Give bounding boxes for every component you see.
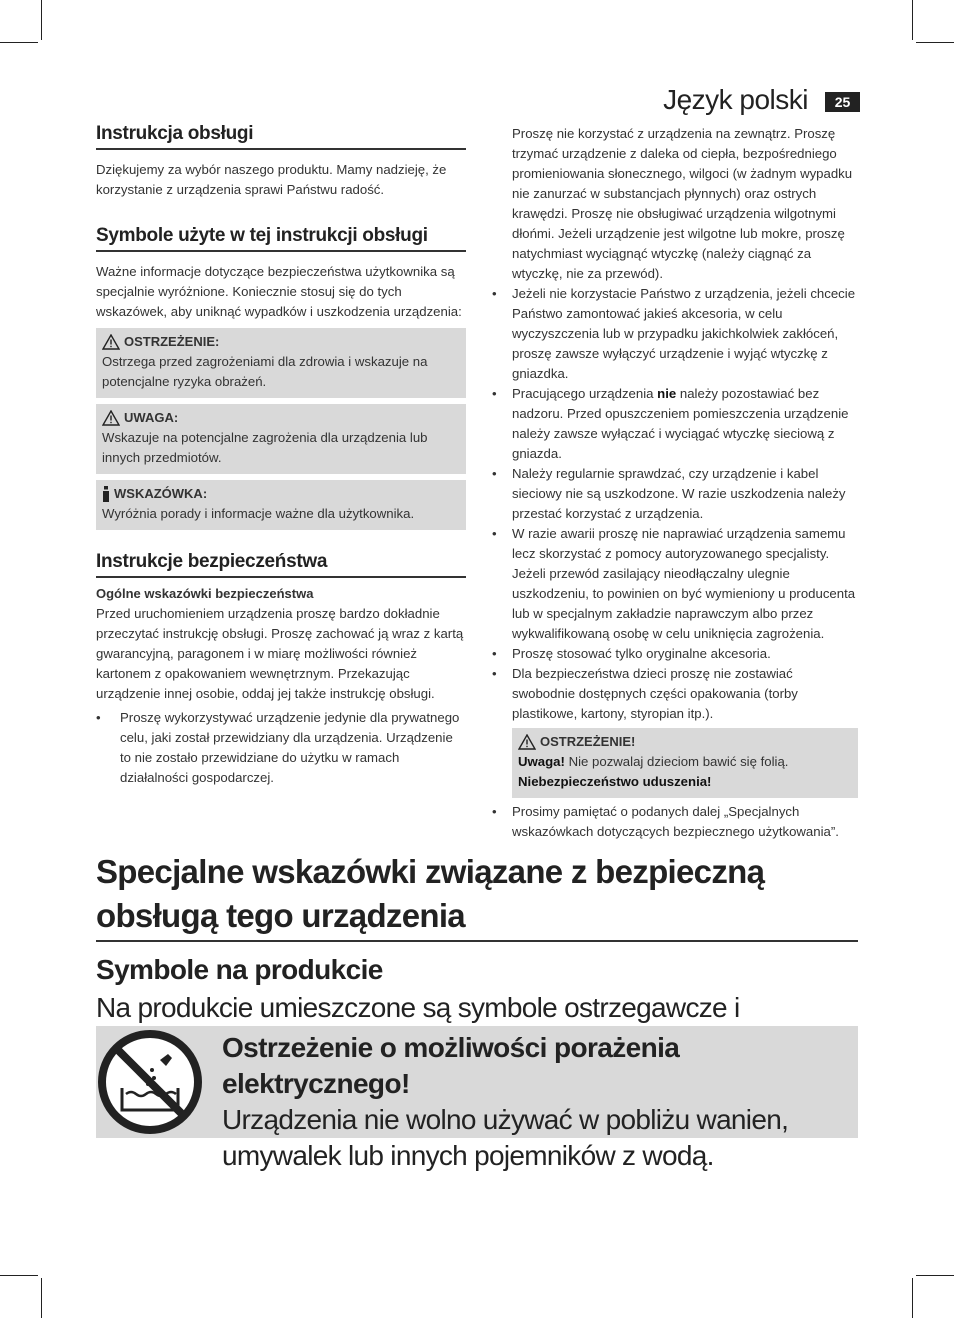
- warning-triangle-icon: [518, 734, 536, 750]
- list-item: • Należy regularnie sprawdzać, czy urządzenie i kabel sieciowy nie są uszkodzone. W razie uszkodzenia należy przestać korzystać z urządzenia.: [492, 464, 858, 524]
- box-bold: Niebezpieczeństwo uduszenia!: [518, 774, 712, 789]
- section-title: Instrukcja obsługi: [96, 124, 466, 150]
- band-title: Ostrzeżenie o możliwości porażenia elektrycznego!: [222, 1032, 680, 1099]
- list-text: Pracującego urządzenia: [512, 386, 658, 401]
- list-item: • Dla bezpieczeństwa dzieci proszę nie zostawiać swobodnie dostępnych części opakowania (torby plastikowe, kartony, styropian itp.).: [492, 664, 858, 724]
- note-box: [96, 480, 466, 530]
- right-column: [492, 124, 858, 842]
- list-text: należy pozostawiać bez nadzoru. Przed opuszczeniem pomieszczenia urządzenie należy zawsze wyłączać i wyciągać wtyczkę sieciową z gniazda.: [512, 386, 849, 461]
- left-column: [96, 124, 466, 788]
- box-title: OSTRZEŻENIE!: [540, 734, 636, 749]
- electric-shock-warning: [96, 1026, 858, 1171]
- list-item: [492, 384, 858, 464]
- caution-box: [96, 404, 466, 474]
- crop-mark: [0, 42, 38, 43]
- section-title: Symbole użyte w tej instrukcji obsługi: [96, 226, 466, 252]
- paragraph: Proszę nie korzystać z urządzenia na zewnątrz. Proszę trzymać urządzenie z daleka od ciepła, bezpośredniego promieniowania słonecznego, wilgoci (w żadnym wypadku nie zanurzać w substancjach płynnych) oraz ostrych krawędzi. Proszę nie obsługiwać urządzenia wilgotnymi dłońmi. Jeżeli urządzenie jest wilgotne lub mokre, proszę natychmiast wyciągnąć wtyczkę (należy ciągnąć za wtyczkę, nie za przewód).: [512, 126, 853, 281]
- box-text-part: Nie pozwalaj dzieciom bawić się folią.: [564, 754, 789, 769]
- subsection-title: Ogólne wskazówki bezpieczeństwa: [96, 586, 314, 601]
- box-bold: Uwaga!: [518, 754, 565, 769]
- page-number: 25: [825, 92, 860, 112]
- bullet-list: [492, 284, 858, 724]
- crop-mark: [41, 1278, 42, 1318]
- crop-mark: [912, 0, 913, 40]
- crop-mark: [0, 1275, 38, 1276]
- list-bold: nie: [657, 386, 677, 401]
- subheading: Symbole na produkcie: [96, 954, 383, 985]
- bullet-list: [96, 708, 466, 788]
- crop-mark: [912, 1278, 913, 1318]
- list-item: • Proszę stosować tylko oryginalne akcesoria.: [492, 644, 858, 664]
- crop-mark: [916, 1275, 954, 1276]
- box-text: [518, 752, 852, 792]
- paragraph: Przed uruchomieniem urządzenia proszę bardzo dokładnie przeczytać instrukcję obsługi. Proszę zachować ją wraz z kartą gwarancyjną, paragonem i w miarę możliwości również kartonem z opakowaniem wewnętrznym. Przekazując urządzenie innej osobie, oddaj jej także instrukcję obsługi.: [96, 606, 464, 701]
- box-title: WSKAZÓWKA:: [114, 486, 208, 501]
- warning-box: [96, 328, 466, 398]
- section-title: Instrukcje bezpieczeństwa: [96, 552, 466, 578]
- main-heading: Specjalne wskazówki związane z bezpieczną obsługą tego urządzenia: [96, 850, 858, 942]
- bullet-list: [492, 802, 858, 842]
- box-text: Wskazuje na potencjalne zagrożenia dla urządzenia lub innych przedmiotów.: [102, 430, 428, 465]
- lead-text: Na produkcie umieszczone są symbole ostrzegawcze i: [96, 992, 740, 1023]
- paragraph: Ważne informacje dotyczące bezpieczeństwa użytkownika są specjalnie wyróżnione. Koniecznie stosuj się do tych wskazówek, aby uniknąć wypadków i uszkodzenia urządzenia:: [96, 264, 462, 319]
- info-icon: [102, 486, 110, 502]
- warning-triangle-icon: [102, 410, 120, 426]
- band-text: [222, 1030, 858, 1174]
- warning-triangle-icon: [102, 334, 120, 350]
- list-item: • Proszę wykorzystywać urządzenie jedynie dla prywatnego celu, jaki został przewidziany dla urządzenia. Urządzenie to nie zostało przewidziane do użytku w ramach działalności gospodarczej.: [96, 708, 466, 788]
- list-item: • W razie awarii proszę nie naprawiać urządzenia samemu lecz skorzystać z pomocy autoryzowanego specjalisty. Jeżeli przewód zasilający nieodłączalny ulegnie uszkodzeniu, to powinien on być wymieniony u producenta lub w specjalnym zakładzie naprawczym albo przez wykwalifikowaną osobę w celu uniknięcia zagrożenia.: [492, 524, 858, 644]
- band-description: Urządzenia nie wolno używać w pobliżu wanien, umywalek lub innych pojemników z wodą.: [222, 1104, 789, 1171]
- page-header: [660, 84, 860, 124]
- list-item: • Jeżeli nie korzystacie Państwo z urządzenia, jeżeli chcecie Państwo zamontować jakieś akcesoria, w celu wyczyszczenia lub w przypadku jakichkolwiek zakłóceń, proszę zawsze wyłączyć urządzenie i wyjąć wtyczkę z gniazdka.: [492, 284, 858, 384]
- box-title: OSTRZEŻENIE:: [124, 334, 220, 349]
- crop-mark: [916, 42, 954, 43]
- language-title: Język polski: [663, 84, 808, 115]
- list-item: • Prosimy pamiętać o podanych dalej „Specjalnych wskazówkach dotyczących bezpiecznego użytkowania”.: [492, 802, 858, 842]
- box-text: Ostrzega przed zagrożeniami dla zdrowia i wskazuje na potencjalne ryzyka obrażeń.: [102, 354, 428, 389]
- box-text: Wyróżnia porady i informacje ważne dla użytkownika.: [102, 506, 415, 521]
- box-title: UWAGA:: [124, 410, 179, 425]
- warning-box: [512, 728, 858, 798]
- crop-mark: [41, 0, 42, 40]
- paragraph: Dziękujemy za wybór naszego produktu. Mamy nadzieję, że korzystanie z urządzenia sprawi Państwu radość.: [96, 162, 447, 197]
- no-water-bath-icon: [98, 1030, 202, 1134]
